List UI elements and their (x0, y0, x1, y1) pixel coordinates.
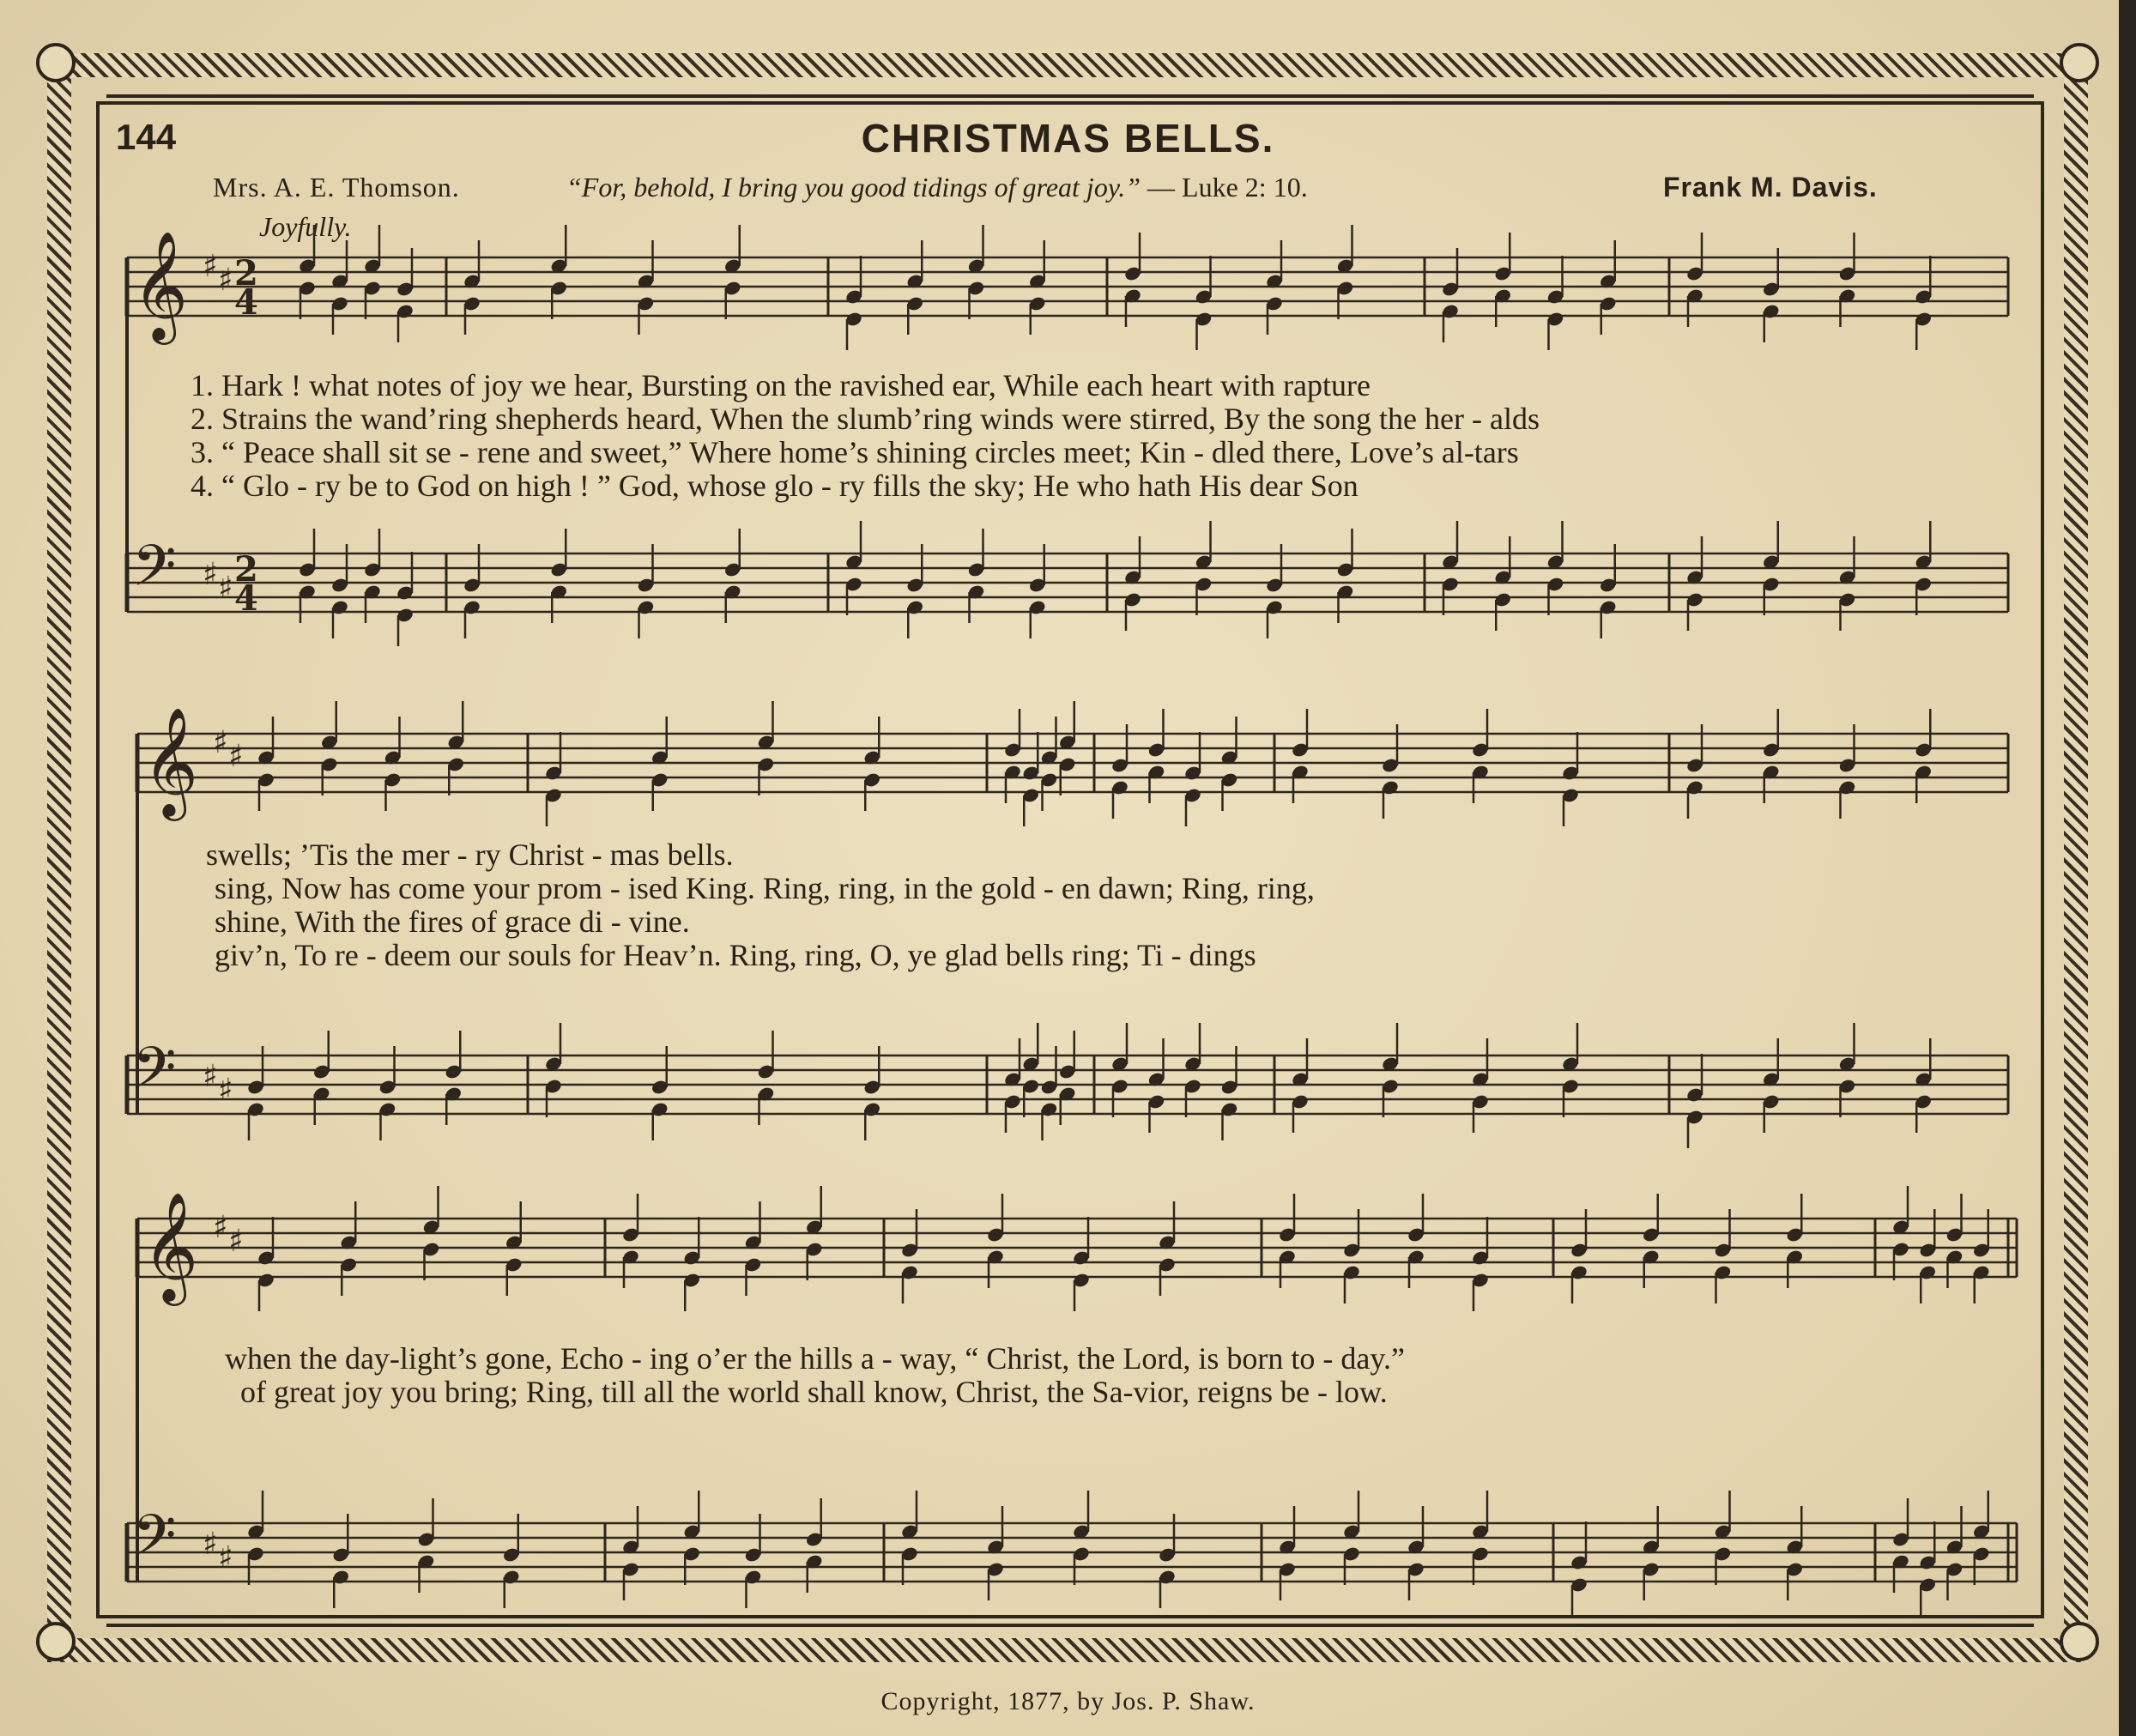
bass-clef-icon: 𝄢 (132, 1035, 177, 1115)
system2-verse-4: giv’n, To re - deem our souls for Heav’n. Ring, ring, O, ye glad bells ring; Ti - dings (215, 938, 1256, 972)
treble-clef-icon: 𝄞 (142, 1191, 199, 1301)
sharp-icon: ♯ (203, 249, 218, 284)
scripture-reference: — Luke 2: 10. (1147, 172, 1308, 203)
sharp-icon: ♯ (213, 1210, 228, 1245)
sharp-icon: ♯ (203, 1527, 218, 1562)
sharp-icon: ♯ (228, 739, 244, 774)
bass-staff-1 (127, 553, 2008, 612)
system2-verse-3: shine, With the fires of grace di - vine. (215, 904, 690, 939)
hymn-title: CHRISTMAS BELLS. (861, 116, 1275, 160)
sharp-icon: ♯ (218, 1540, 233, 1576)
time-signature-digit: 2 (234, 549, 258, 590)
time-signature-digit: 4 (234, 282, 258, 323)
system1-verse-4: 4. “ Glo - ry be to God on high ! ” God, whose glo - ry fills the sky; He who hath His dear Son (191, 469, 1358, 503)
system2-verse-2: sing, Now has come your prom - ised King. Ring, ring, in the gold - en dawn; Ring, ring, (215, 871, 1315, 905)
system3-verse-2: of great joy you bring; Ring, till all the world shall know, Christ, the Sa-vior, reigns be - low. (240, 1375, 1388, 1409)
system2-verse-1: swells; ’Tis the mer - ry Christ - mas bells. (206, 838, 734, 872)
sharp-icon: ♯ (203, 1059, 218, 1094)
treble-clef-icon: 𝄞 (132, 230, 189, 340)
sharp-icon: ♯ (213, 725, 228, 760)
time-signature-digit: 2 (234, 253, 258, 293)
scripture-quote: “For, behold, I bring you good tidings of great joy.” (566, 172, 1141, 203)
lyricist-credit: Mrs. A. E. Thomson. (213, 172, 460, 203)
treble-clef-icon: 𝄞 (142, 706, 199, 816)
sharp-icon: ♯ (228, 1224, 244, 1259)
system1-verse-2: 2. Strains the wand’ring shepherds heard, When the slumb’ring winds were stirred, By the song the her - alds (191, 402, 1540, 436)
sharp-icon: ♯ (203, 557, 218, 592)
bass-staff-2 (127, 1056, 2008, 1114)
sharp-icon: ♯ (218, 571, 233, 606)
bass-clef-icon: 𝄢 (132, 533, 177, 613)
bass-clef-icon: 𝄢 (132, 1503, 177, 1582)
composer-credit: Frank M. Davis. (1663, 172, 1878, 203)
copyright-notice: Copyright, 1877, by Jos. P. Shaw. (880, 1687, 1256, 1715)
bass-staff-3 (127, 1523, 2017, 1582)
sharp-icon: ♯ (218, 263, 233, 298)
treble-staff-3 (137, 1219, 2017, 1277)
time-signature-digit: 4 (234, 578, 258, 619)
sharp-icon: ♯ (218, 1073, 233, 1108)
system3-verse-1: when the day-light’s gone, Echo - ing o’er the hills a - way, “ Christ, the Lord, is born to - day.” (225, 1341, 1405, 1376)
page-number: 144 (116, 117, 177, 157)
system1-verse-3: 3. “ Peace shall sit se - rene and sweet,” Where home’s shining circles meet; Kin - dled there, Love’s al-tars (191, 435, 1519, 469)
tempo-marking: Joyfully. (259, 211, 352, 242)
system1-verse-1: 1. Hark ! what notes of joy we hear, Bursting on the ravished ear, While each heart with rapture (191, 368, 1371, 402)
